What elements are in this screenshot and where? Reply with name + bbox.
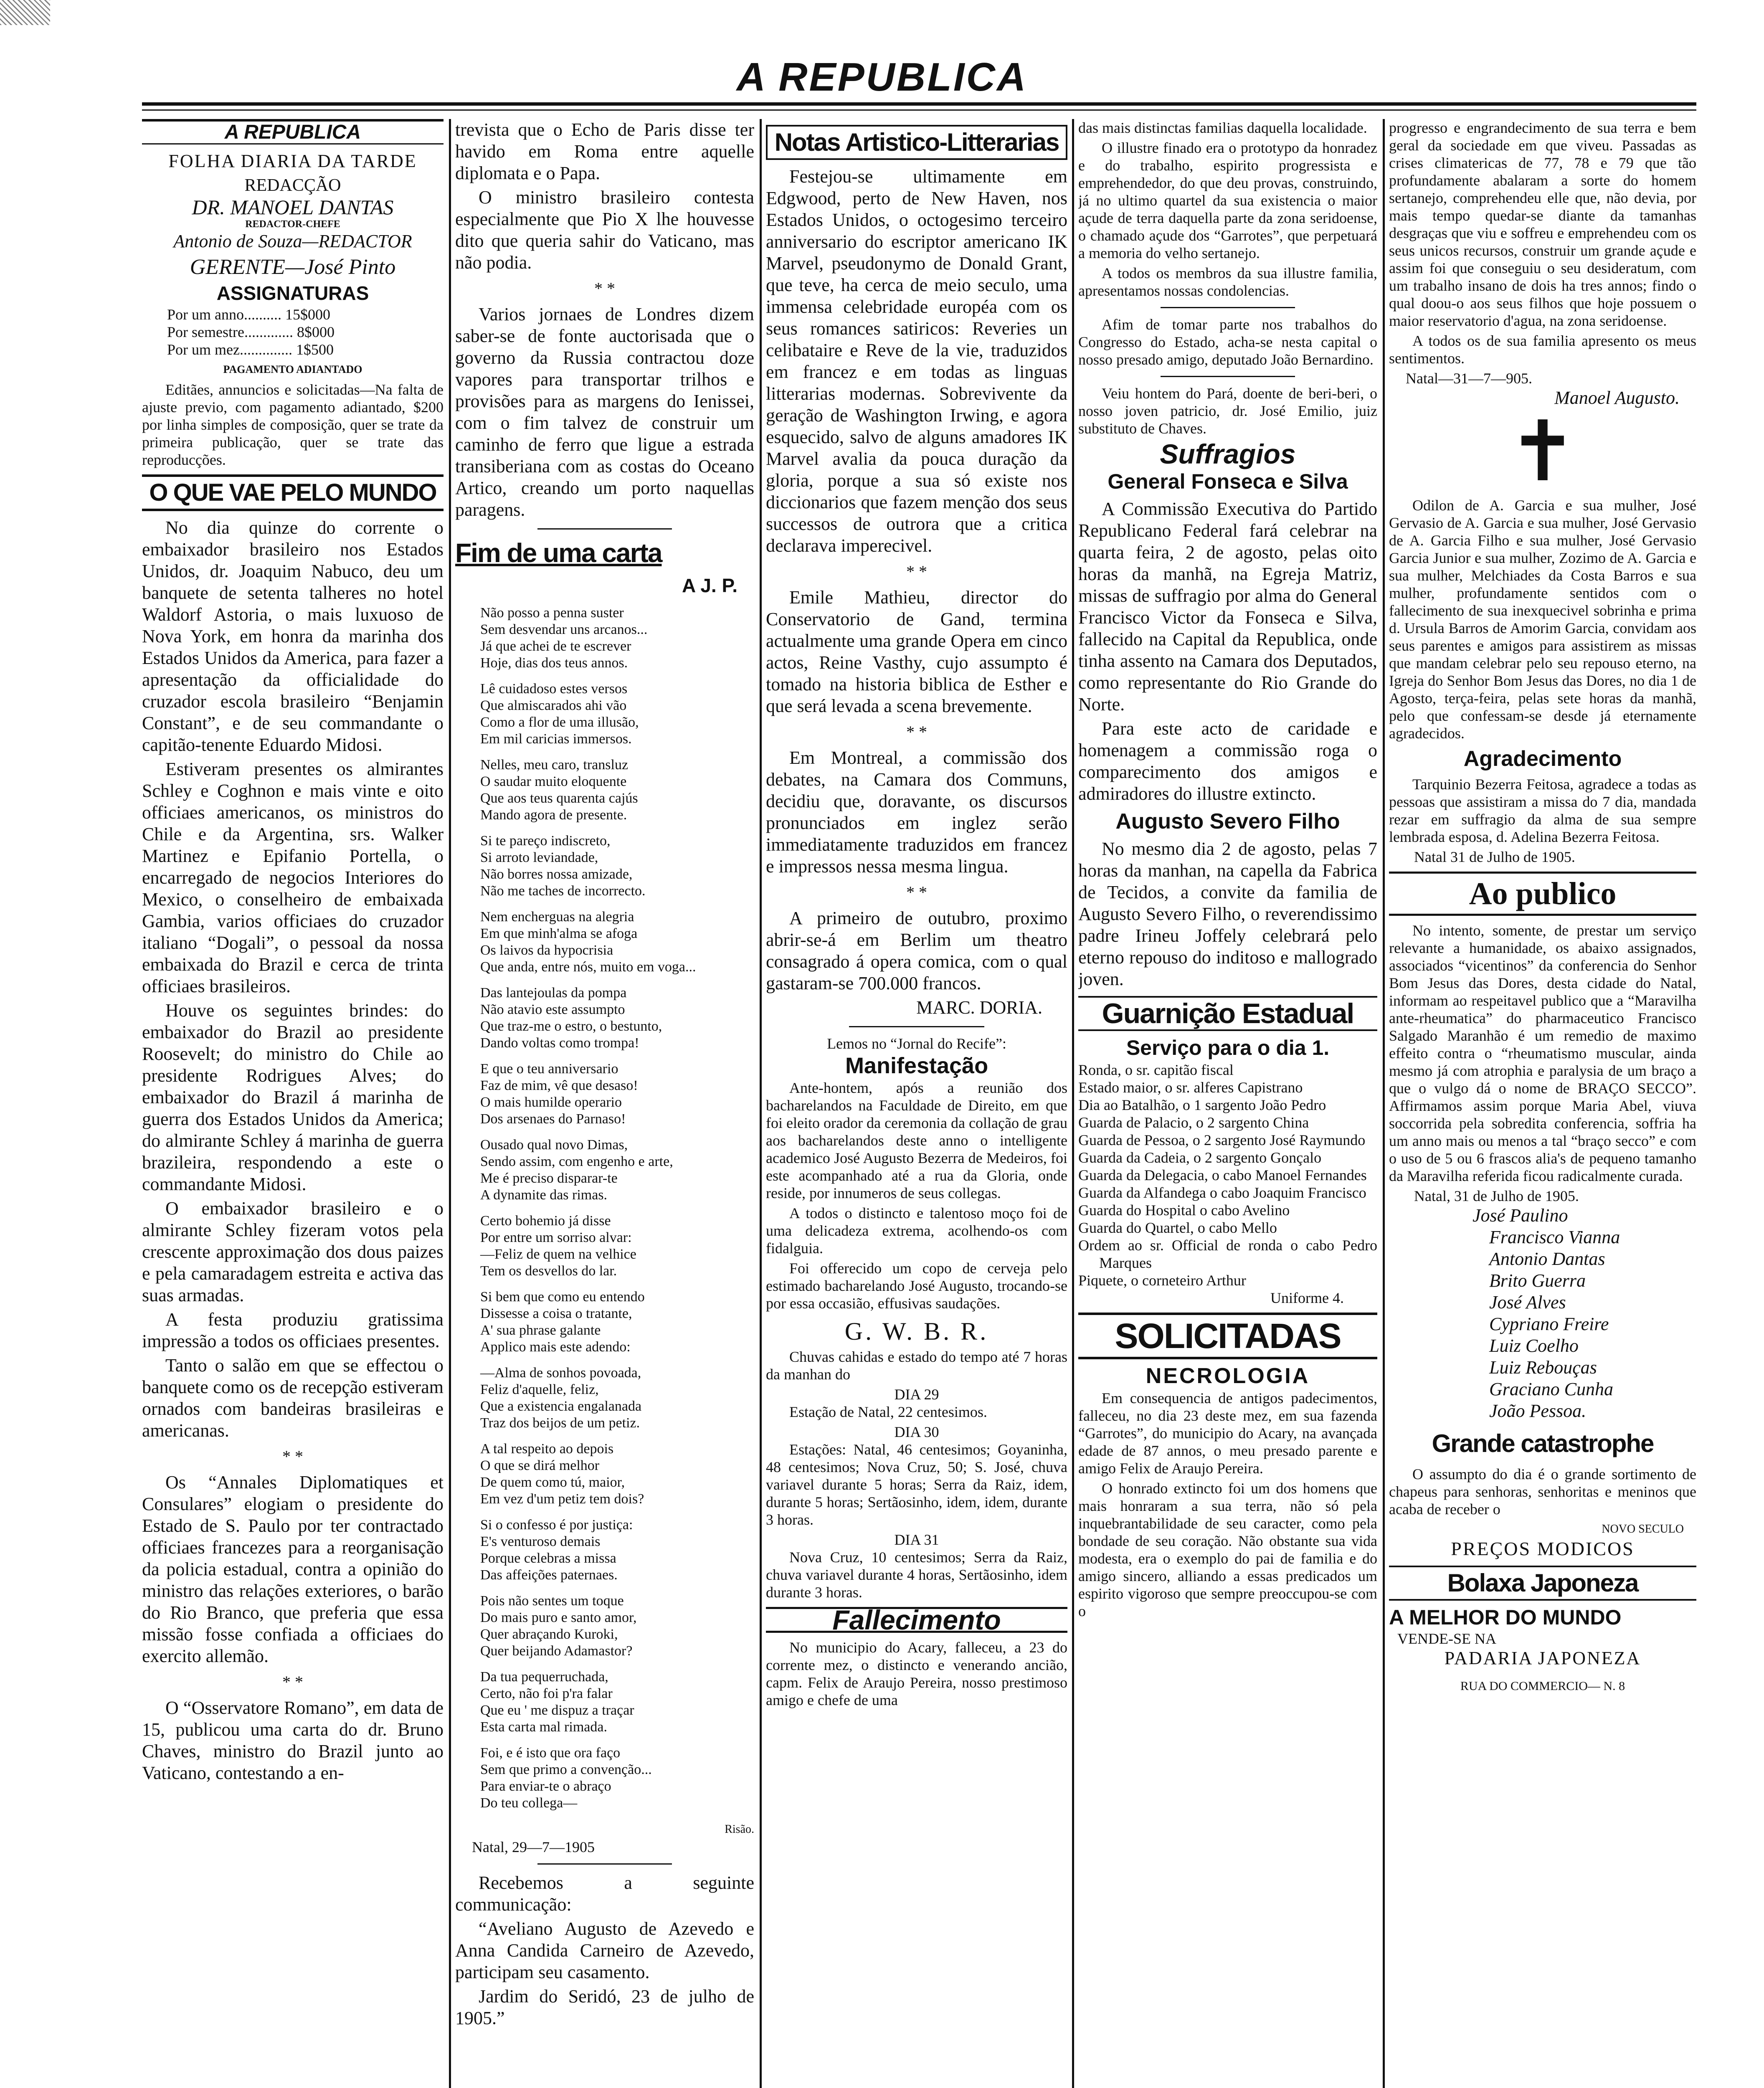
poem-line: Em mil caricias immersos.: [480, 731, 632, 747]
article-paragraph: Jardim do Seridó, 23 de julho de 1905.”: [455, 1986, 754, 2028]
poem-stanza: [480, 1517, 754, 1584]
gerente-name: GERENTE—José Pinto: [190, 255, 396, 279]
poem-line: Sem desvendar uns arcanos...: [480, 622, 648, 637]
poem-stanza: [480, 909, 754, 976]
guarnicao-title: Guarnição Estadual: [1078, 996, 1377, 1031]
poem-line: Que eu ' me dispuz a traçar: [480, 1703, 634, 1718]
poem-stanza: [480, 681, 754, 748]
director-name: DR. MANOEL DANTAS: [192, 195, 394, 219]
price-row: [167, 323, 444, 341]
servico-line: Guarda da Delegacia, o cabo Manoel Fernandes: [1078, 1167, 1367, 1183]
article-paragraph: Tarquinio Bezerra Feitosa, agradece a todas as pessoas que assistiram a missa do 7 dia, mandada rezar em suffragio da alma de sua sempre lembrada esposa, d. Adelina Bezerra Feitosa.: [1389, 776, 1696, 845]
servico-line: Guarda da Cadeia, o 2 sargento Gonçalo: [1078, 1149, 1322, 1166]
melhor-do-mundo: A MELHOR DO MUNDO: [1389, 1606, 1622, 1629]
aopublico-date: Natal, 31 de Julho de 1905.: [1414, 1188, 1579, 1204]
article-paragraph: A todos os membros da sua illustre familia, apresentamos nossas condolencias.: [1078, 265, 1377, 299]
signatory-name: Luiz Coelho: [1489, 1335, 1579, 1356]
article-paragraph: Varios jornaes de Londres dizem saber-se de fonte auctorisada que o governo da Russia contractou doze vapores para transportar trilhos e provisões para as margens do Ienissei, com o fim talvez de construir um caminho de ferro que ligue a estrada transiberiana com as costas do Oceano Artico, creando um porto naquellas paragens.: [455, 304, 754, 520]
article-paragraph: Afim de tomar parte nos trabalhos do Congresso do Estado, acha-se nesta capital o nosso presado amigo, deputado João Bernardino.: [1078, 316, 1377, 368]
servico-line: Guarda de Pessoa, o 2 sargento José Raymundo: [1078, 1132, 1366, 1148]
article-paragraph: A festa produziu gratissima impressão a todos os officiaes presentes.: [142, 1309, 444, 1351]
gwbr-day: DIA 30: [894, 1424, 939, 1440]
article-paragraph: O ministro brasileiro contesta especialmente que Pio X lhe houvesse dito que queria sahir do Vaticano, mas não podia.: [455, 187, 754, 273]
scan-artifact: [0, 0, 50, 25]
stars-divider: * *: [906, 562, 927, 581]
novo-seculo: NOVO SECULO: [1602, 1523, 1684, 1536]
notas-title: Notas Artistico-Litterarias: [766, 125, 1067, 160]
article-paragraph: das mais distinctas familias daquella localidade.: [1078, 119, 1367, 136]
stars-divider: * *: [906, 722, 927, 741]
poem-stanza: [480, 1745, 754, 1812]
assinaturas-title: ASSIGNATURAS: [216, 282, 369, 304]
poem-line: Quer abraçando Kuroki,: [480, 1627, 618, 1642]
masthead-rule-thin: [142, 109, 1696, 111]
column-5: [1389, 119, 1696, 2088]
poem-line: Que traz-me o estro, o bestunto,: [480, 1019, 662, 1034]
poem-line: Lê cuidadoso estes versos: [480, 681, 628, 697]
notas-signature: MARC. DORIA.: [916, 997, 1042, 1018]
article-paragraph: Para este acto de caridade e homenagem a commissão roga o comparecimento dos amigos e admiradores do illustre extincto.: [1078, 718, 1377, 804]
article-paragraph: O illustre finado era o prototypo da honradez e do trabalho, espirito progressista e emprehendedor, do que deu provas, construindo, já no ultimo quartel da sua existencia o maior açude de terra daquella parte da zona seridoense, o chamado açude dos “Garrotes”, que perpetuará a memoria do velho sertanejo.: [1078, 139, 1377, 261]
poem-date: Natal, 29—7—1905: [472, 1839, 595, 1855]
gwbr-day: DIA 31: [894, 1531, 939, 1548]
article-paragraph: Em Montreal, a commissão dos debates, na Camara dos Communs, decidiu que, doravante, os discursos pronunciados em inglez serão immediatamente traduzidos em francez e impressos nessa mesma lingua.: [766, 748, 1067, 877]
article-paragraph: No municipio do Acary, falleceu, a 23 do corrente mez, o distincto e venerando ancião, capm. Felix de Araujo Pereira, nosso prestimoso amigo e chefe de uma: [766, 1639, 1067, 1708]
article-paragraph: Recebemos a seguinte communicação:: [455, 1873, 754, 1915]
poem-line: Nelles, meu caro, transluz: [480, 757, 629, 773]
poem-line: Faz de mim, vê que desaso!: [480, 1078, 638, 1093]
article-paragraph: Houve os seguintes brindes: do embaixador do Brazil ao presidente Roosevelt; do ministro do Chile ao presidente Rodrigues Alves; do embaixador do Brazil á marinha de guerra dos Estados Unidos da America; do almirante Schley á marinha de guerra brazileira, respondendo a este o commandante Midosi.: [142, 1000, 444, 1194]
poem-line: Ousado qual novo Dimas,: [480, 1137, 628, 1153]
severo-title: Augusto Severo Filho: [1115, 809, 1340, 834]
column-rule: [1383, 119, 1385, 2088]
poem-line: Para enviar-te o abraço: [480, 1779, 611, 1794]
uniforme-note: Uniforme 4.: [1270, 1290, 1344, 1306]
article-paragraph: No intento, somente, de prestar um serviço relevante a humanidade, os abaixo assignados, associados “vicentinos” da conferencia do Senhor Bom Jesus das Dores, desta cidade do Natal, informam ao respeitavel publico que a “Maravilha ante-rheumatica” do pharmaceutico Francisco Salgado Maranhão é um remedio de maximo effeito contra o “rheumatismo muscular, ainda mesmo já com atrophia e paralysia de um braço a que o vulgo dá o nome de BRAÇO SECCO”. Affirmamos assim porque Maria Abel, viuva soccorrida pela sobredita conferencia, soffria ha um anno mais ou menos a tal “braço secco” e com o uso de 5 ou 6 frascos alia's de pequeno tamanho da Maravilha referida ficou radicalmente curada.: [1389, 922, 1696, 1184]
signatory-name: Brito Guerra: [1489, 1270, 1586, 1291]
article-paragraph: Estiveram presentes os almirantes Schley e Coghnon e mais vinte e oito officiaes americanos, os ministros do Chile e da Argentina, srs. Walker Martinez e Epifanio Portella, o encarregado de negocios Interiores do Mexico, o conselheiro de embaixada Gambia, varios officiaes do cruzador italiano “Dogali”, o pessoal da nossa embaixada do Brazil e cerca de trinta officiaes brasileiros.: [142, 759, 444, 996]
masthead-title: A REPUBLICA: [736, 55, 1028, 99]
article-paragraph: progresso e engrandecimento de sua terra e bem geral da sociedade em que viveu. Passadas as crises climatericas de 77, 78 e 79 que tão profundamente abalaram a sorte do homem sertanejo, comprehendeu elle que, não devia, por mais tempo quedar-se diante da tamanhas desgraças que viu e soffreu e emprehendeu com os seus unicos recursos, construir um grande açude e assim foi que conseguiu o seu desideratum, com um trabalho insano de dois ha tres annos; findo o qual doou-o aos seus filhos que hoje possuem o maior reservatorio d'agua, na zona seridoense.: [1389, 119, 1696, 329]
poem-line: Dissesse a coisa o tratante,: [480, 1306, 632, 1321]
servico-line: Dia ao Batalhão, o 1 sargento João Pedro: [1078, 1097, 1326, 1113]
poem-line: Certo bohemio já disse: [480, 1213, 611, 1229]
poem-line: Dando voltas como trompa!: [480, 1035, 639, 1051]
article-paragraph: Emile Mathieu, director do Conservatorio de Gand, termina actualmente uma grande Opera em cinco actos, Reine Vasthy, cujo assumpto é tomado na historia biblica de Esther e que será levada a scena brevemente.: [766, 587, 1067, 716]
article-paragraph: Tanto o salão em que se effectou o banquete como os de recepção estiveram ornados com bandeiras brasileiras e americanas.: [142, 1355, 444, 1441]
price-value: 1$500: [296, 341, 334, 358]
poem-line: Como a flor de uma illusão,: [480, 715, 639, 730]
poem-line: Não posso a penna suster: [480, 605, 624, 621]
article-paragraph: No dia quinze do corrente o embaixador brasileiro nos Estados Unidos, dr. Joaquim Nabuco, deu um banquete de setenta talheres no hotel Waldorf Astoria, o mais luxuoso de Nova York, em honra da marinha dos Estados Unidos da America, para fazer a apresentação da officialidade do cruzador escola brasileiro “Benjamin Constant”, e de seu commandante o capitão-tenente Eduardo Midosi.: [142, 517, 444, 755]
signatory-name: Luiz Rebouças: [1489, 1357, 1597, 1378]
signatory-name: Graciano Cunha: [1489, 1379, 1613, 1399]
article-paragraph: O honrado extincto foi um dos homens que mais honraram a sua terra, não só pela inquebrantabilidade de seu caracter, como pela bondade de seu coração. Não obstante sua vida modesta, era o exemplo do pai de familia e do amigo sincero, alliando a essas predicados um espirito vigoroso que sempre preoccupou-se com o: [1078, 1480, 1377, 1619]
article-paragraph: Foi offerecido um copo de cerveja pelo estimado bacharelando José Augusto, trocando-se por essa occasião, effusivas saudações.: [766, 1260, 1067, 1312]
suffragios-title: Suffragios: [1160, 438, 1296, 469]
padaria-japoneza: PADARIA JAPONEZA: [1444, 1648, 1641, 1668]
necrologia-title: NECROLOGIA: [1146, 1364, 1310, 1388]
poem-line: Hoje, dias dos teus annos.: [480, 655, 628, 671]
stars-divider: * *: [906, 883, 927, 902]
carta-author: A J. P.: [682, 575, 738, 596]
column-1: [142, 119, 444, 2088]
price-list: [167, 306, 444, 358]
poem-line: Si bem que como eu entendo: [480, 1289, 645, 1305]
servico-line: Guarda da Alfandega o cabo Joaquim Francisco: [1078, 1184, 1366, 1201]
poem-line: Esta carta mal rimada.: [480, 1719, 607, 1735]
poem-line: Os laivos da hypocrisia: [480, 943, 613, 958]
column-rule: [449, 119, 451, 2088]
poem-line: Que a existencia engalanada: [480, 1399, 642, 1414]
bolaxa-title: Bolaxa Japoneza: [1389, 1566, 1696, 1601]
divider: [1161, 376, 1295, 377]
signatory-name: Francisco Vianna: [1489, 1227, 1620, 1247]
price-label: Por semestre.............: [167, 324, 293, 340]
column-3: [766, 119, 1067, 2088]
poem-line: Si te pareço indiscreto,: [480, 833, 611, 849]
poem-line: Nem encherguas na alegria: [480, 909, 634, 925]
poem-line: Certo, não foi p'ra falar: [480, 1686, 613, 1701]
poem-line: Tem os desvellos do lar.: [480, 1263, 617, 1279]
poem-line: Quer beijando Adamastor?: [480, 1643, 633, 1659]
poem-stanza: [480, 1365, 754, 1432]
redactor-name: Antonio de Souza—REDACTOR: [173, 231, 412, 251]
gwbr-intro: Chuvas cahidas e estado do tempo até 7 horas da manhan do: [766, 1348, 1067, 1383]
article-paragraph: O embaixador brasileiro e o almirante Schley fizeram votos pela crescente approximação dos dous paizes e pela camaradagem estreita e activa das suas armadas.: [142, 1198, 444, 1305]
divider: [537, 528, 672, 530]
article-paragraph: A Commissão Executiva do Partido Republicano Federal fará celebrar na quarta feira, 2 de agosto, pelas oito horas da manhã, na Egreja Matriz, missas de suffragio por alma do General Francisco Victor da Fonseca e Silva, fallecido na Capital da Republica, onde tinha assento na Camara dos Deputados, como representante do Rio Grande do Norte.: [1078, 499, 1377, 715]
poem-line: A' sua phrase galante: [480, 1323, 601, 1338]
redaccao-label: REDACÇÃO: [244, 176, 341, 195]
column-rule: [1072, 119, 1074, 2088]
servico-line: Guarda do Quartel, o cabo Mello: [1078, 1219, 1277, 1236]
stars-divider: * *: [282, 1447, 303, 1466]
poem-line: Sem que primo a convenção...: [480, 1762, 652, 1777]
poem-line: A dynamite das rimas.: [480, 1187, 608, 1203]
servico-line: Guarda de Palacio, o 2 sargento China: [1078, 1114, 1309, 1131]
poem-line: Feliz d'aquelle, feliz,: [480, 1382, 599, 1397]
poem-line: Dos arsenaes do Parnaso!: [480, 1111, 626, 1127]
article-paragraph: O assumpto do dia é o grande sortimento de chapeus para senhoras, senhoritas e meninos que acaba de receber o: [1389, 1466, 1696, 1518]
rua-commercio: RUA DO COMMERCIO— N. 8: [1460, 1679, 1625, 1693]
editaes-text: Editães, annuncios e solicitadas—Na falta de ajuste previo, com pagamento adiantado, $200 por linha simples de composição, quer se trate da primeira publicação, quer se trate das reproducções.: [142, 381, 444, 468]
divider: [1161, 307, 1295, 308]
poem-line: Applico mais este adendo:: [480, 1339, 631, 1355]
gwbr-report: Estações: Natal, 46 centesimos; Goyaninha, 48 centesimos; Nova Cruz, 50; S. José, chuva variavel durante 5 horas; Serra da Raiz, idem, durante 5 horas; Sertãosinho, idem, idem, durante 3 horas.: [766, 1441, 1067, 1528]
article-paragraph: Veiu hontem do Pará, doente de beri-beri, o nosso joven patricio, dr. José Emilio, juiz substituto de Chaves.: [1078, 385, 1377, 437]
servico-line: Guarda do Hospital o cabo Avelino: [1078, 1202, 1290, 1219]
column-rule: [760, 119, 762, 2088]
poem-line: E que o teu anniversario: [480, 1061, 618, 1077]
aopublico-title: Ao publico: [1389, 872, 1696, 916]
poem-line: O mais humilde operario: [480, 1095, 622, 1110]
article-paragraph: Festejou-se ultimamente em Edgwood, perto de New Haven, nos Estados Unidos, o octogesimo terceiro anniversario do escriptor americano IK Marvel, pseudonymo de Donald Grant, que teve, ha cerca de meio seculo, uma immensa celebridade européa com os seus romances satiricos: Reveries un celibataire e Reve de la vie, traduzidos em francez e em todas as linguas litterarias modernas. Sobrevivente da geração de Washington Irwing, e agora esquecido, salvo de alguns amadores IK Marvel avalia da pouca duração da gloria, porque a sua só existe nos diccionarios que fazem menção dos seus successos de outrora que a critica declarava imperecivel.: [766, 166, 1067, 556]
servico-line: Estado maior, o sr. alferes Capistrano: [1078, 1079, 1303, 1096]
signatory-name: Antonio Dantas: [1489, 1249, 1605, 1269]
divider: [849, 1026, 985, 1027]
poem-line: —Feliz de quem na velhice: [480, 1247, 636, 1262]
poem-line: Porque celebras a missa: [480, 1551, 616, 1566]
stars-divider: * *: [594, 279, 615, 298]
poem-line: Me é preciso disparar-te: [480, 1171, 618, 1186]
poem-line: Das affeições paternaes.: [480, 1567, 618, 1583]
poem-line: Pois não sentes um toque: [480, 1593, 624, 1609]
paper-name: A REPUBLICA: [142, 119, 444, 144]
gwbr-report: Nova Cruz, 10 centesimos; Serra da Raiz, chuva variavel durante 4 horas, Sertãosinho, idem durante 3 horas.: [766, 1549, 1067, 1601]
article-paragraph: Ante-hontem, após a reunião dos bacharelandos na Faculdade de Direito, em que foi eleito orador da ceremonia da collação de grau aos bacharelandos deste anno o intelligente academico José Augusto Bezerra de Medeiros, foi este acompanhado até a rua da Gloria, onde reside, por innumeros de seus collegas.: [766, 1079, 1067, 1201]
poem-line: Mando agora de presente.: [480, 807, 627, 823]
pagamento-note: PAGAMENTO ADIANTADO: [223, 363, 362, 375]
poem-line: Das lantejoulas da pompa: [480, 985, 627, 1001]
poem-line: Da tua pequerruchada,: [480, 1669, 608, 1685]
vende-se: VENDE-SE NA: [1397, 1630, 1496, 1647]
poem-line: E's venturoso demais: [480, 1534, 601, 1549]
poem-line: De quem como tú, maior,: [480, 1475, 625, 1490]
signatory-name: João Pessoa.: [1489, 1401, 1587, 1421]
poem-line: Do teu collega—: [480, 1795, 578, 1811]
article-paragraph: A todos os de sua familia apresento os meus sentimentos.: [1389, 332, 1696, 367]
price-label: Por um mez..............: [167, 341, 292, 358]
poem-line: Si o confesso é por justiça:: [480, 1517, 633, 1533]
poem-line: Não atavio este assumpto: [480, 1002, 625, 1017]
price-label: Por um anno..........: [167, 306, 281, 323]
poem-line: A tal respeito ao depois: [480, 1441, 614, 1457]
director-role: REDACTOR-CHEFE: [245, 219, 340, 230]
poem-line: —Alma de sonhos povoada,: [480, 1365, 641, 1381]
servico-line: Ronda, o sr. capitão fiscal: [1078, 1062, 1234, 1078]
poem-line: Traz dos beijos de um petiz.: [480, 1415, 640, 1431]
article-paragraph: No mesmo dia 2 de agosto, pelas 7 horas da manhan, na capella da Fabrica de Tecidos, a convite da familia de Augusto Severo Filho, o reverendissimo padre Irineu Joffely celebrará pelo eterno repouso do inditoso e mallogrado joven.: [1078, 839, 1377, 989]
poem-stanza: [480, 985, 754, 1052]
agradecimento-date: Natal 31 de Julho de 1905.: [1414, 849, 1575, 865]
masthead-rule: [142, 102, 1696, 106]
poem-line: Já que achei de te escrever: [480, 639, 631, 654]
poem-line: Foi, e é isto que ora faço: [480, 1745, 621, 1761]
poem-line: Não me taches de incorrecto.: [480, 883, 646, 899]
poem-line: O que se dirá melhor: [480, 1458, 600, 1473]
poem-stanza: [480, 1061, 754, 1128]
stars-divider: * *: [282, 1672, 303, 1691]
article-paragraph: A primeiro de outubro, proximo abrir-se-á em Berlim um theatro consagrado á opera comica, com o qual gastaram-se 700.000 francos.: [766, 908, 1067, 993]
poem: [455, 605, 754, 1812]
paper-subtitle: FOLHA DIARIA DA TARDE: [168, 151, 417, 171]
article-paragraph: “Aveliano Augusto de Azevedo e Anna Candida Carneiro de Azevedo, participam seu casamento.: [455, 1918, 754, 1982]
gwbr-title: G. W. B. R.: [844, 1318, 989, 1345]
poem-line: Não borres nossa amizade,: [480, 867, 633, 882]
poem-stanza: [480, 833, 754, 900]
article-paragraph: Odilon de A. Garcia e sua mulher, José Gervasio de A. Garcia e sua mulher, José Gervasio de A. Garcia Filho e sua mulher, José Gervasio Garcia Junior e sua mulher, Zozimo de A. Garcia e sua mulher, Melchiades da Costa Barros e sua mulher, profundamente sentidos com o fallecimento de sua inexquecivel sobrinha e prima d. Ursula Barros de Amorim Garcia, convidam aos seus parentes e amigos para assistirem as missas que mandam celebrar pelo seu repouso eterno, na Igreja do Senhor Bom Jesus das Dores, no dia 1 de Agosto, terça-feira, pelas sete horas da manhã, pelo que confessam-se desde já eternamente agradecidos.: [1389, 497, 1696, 742]
carta-title: Fim de uma carta: [455, 538, 662, 568]
solicitadas-title: SOLICITADAS: [1078, 1313, 1377, 1359]
poem-stanza: [480, 1441, 754, 1508]
poem-line: Que almiscarados ahi vão: [480, 698, 627, 713]
price-row: [167, 341, 444, 358]
poem-line: Do mais puro e santo amor,: [480, 1610, 637, 1625]
servico-title: Serviço para o dia 1.: [1126, 1036, 1330, 1059]
poem-stanza: [480, 1593, 754, 1660]
agradecimento-title: Agradecimento: [1463, 747, 1622, 771]
necro-signature: Manoel Augusto.: [1554, 388, 1680, 408]
catastrophe-title: Grande catastrophe: [1432, 1429, 1654, 1457]
poem-stanza: [480, 605, 754, 672]
column-2: [455, 119, 754, 2088]
servico-list: [1078, 1061, 1377, 1289]
poem-line: Que aos teus quarenta cajús: [480, 791, 638, 806]
poem-signature: Risão.: [725, 1823, 754, 1836]
manifestacao-title: Manifestação: [845, 1053, 988, 1078]
servico-line: Piquete, o corneteiro Arthur: [1078, 1272, 1246, 1289]
signatories: [1473, 1205, 1696, 1422]
poem-stanza: [480, 1289, 754, 1356]
poem-line: Sendo assim, com engenho e arte,: [480, 1154, 673, 1169]
signatory-name: José Paulino: [1473, 1205, 1568, 1226]
article-paragraph: Em consequencia de antigos padecimentos, falleceu, no dia 23 deste mez, em sua fazenda “Garrotes”, do municipio do Acary, na avançada edade de 87 annos, o meu presado parente e amigo Felix de Araujo Pereira.: [1078, 1390, 1377, 1477]
signatory-name: José Alves: [1489, 1292, 1566, 1313]
precos-modicos: PREÇOS MODICOS: [1451, 1538, 1635, 1559]
poem-stanza: [480, 1213, 754, 1280]
price-value: 8$000: [297, 324, 335, 340]
poem-line: Que anda, entre nós, muito em voga...: [480, 959, 696, 975]
lemos-note: Lemos no “Jornal do Recife”:: [827, 1035, 1006, 1052]
servico-line: Ordem ao sr. Official de ronda o cabo Pedro Marques: [1078, 1237, 1377, 1271]
article-paragraph: O “Osservatore Romano”, em data de 15, publicou uma carta do dr. Bruno Chaves, ministro do Brazil junto ao Vaticano, contestando a en-: [142, 1698, 444, 1783]
fonseca-title: General Fonseca e Silva: [1108, 470, 1348, 493]
poem-line: Por entre um sorriso alvar:: [480, 1230, 632, 1245]
divider: [537, 1863, 672, 1865]
cross-icon: ✝: [1508, 406, 1578, 499]
column-4: [1078, 119, 1377, 2088]
necro-date: Natal—31—7—905.: [1406, 370, 1532, 387]
poem-line: Em vez d'um petiz tem dois?: [480, 1491, 644, 1507]
gwbr-day: DIA 29: [894, 1386, 939, 1403]
fallecimento-title: Fallecimento: [766, 1607, 1067, 1633]
poem-stanza: [480, 1669, 754, 1736]
article-paragraph: trevista que o Echo de Paris disse ter havido em Roma entre aquelle diplomata e o Papa.: [455, 119, 754, 183]
poem-line: Si arroto leviandade,: [480, 850, 598, 865]
poem-line: Em que minh'alma se afoga: [480, 926, 638, 941]
price-row: [167, 306, 444, 323]
section-title: O QUE VAE PELO MUNDO: [142, 474, 444, 511]
signatory-name: Cypriano Freire: [1489, 1314, 1609, 1334]
price-value: 15$000: [285, 306, 330, 323]
poem-stanza: [480, 1137, 754, 1204]
gwbr-report: Estação de Natal, 22 centesimos.: [789, 1404, 987, 1420]
article-paragraph: Os “Annales Diplomatiques et Consulares” elogiam o presidente do Estado de S. Paulo por ter contractado officiaes francezes para a reorganisação da policia estadual, contra a opinião do ministro das relações exteriores, o barão do Rio Branco, que preferia que essa missão fosse confiada a officiaes do exercito allemão.: [142, 1472, 444, 1666]
poem-stanza: [480, 757, 754, 824]
article-paragraph: A todos o distincto e talentoso moço foi de uma delicadeza extrema, acolhendo-os com fidalguia.: [766, 1205, 1067, 1257]
poem-line: O saudar muito eloquente: [480, 774, 627, 789]
